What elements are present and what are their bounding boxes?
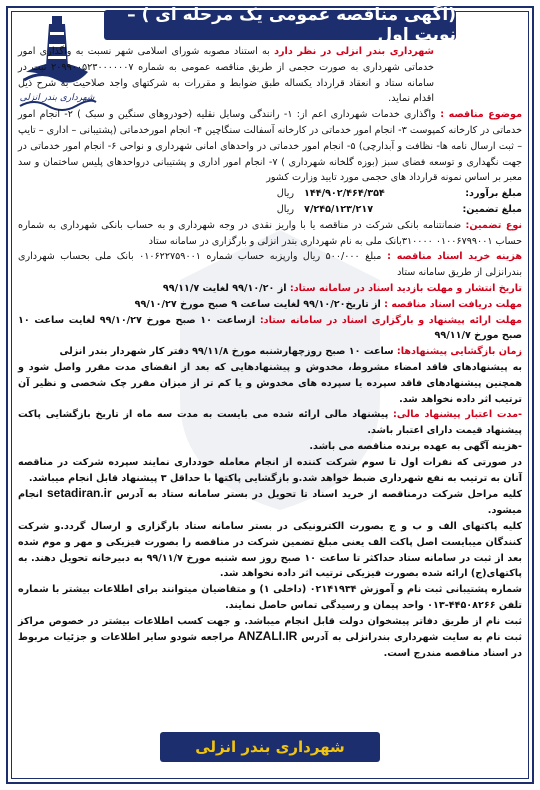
invalid-bids-paragraph: به پیشنهادهای فاقد امضاء مشروط، مخدوش و پیشنهادهایی که بعد از انقضای مدت مقرر واصل شود و همچنین پیشنهادهای فاقد سپرده یا سپرده های مخدوش و یا کم تر از میزان مقرر چک شخصی و نظیر آن ترتیب اثر داده نخواهد شد. xyxy=(18,361,522,405)
notice-body xyxy=(18,44,522,662)
subject-paragraph xyxy=(18,107,522,186)
publish-paragraph xyxy=(18,281,522,297)
estimate-row xyxy=(18,186,522,202)
register-text-pre: ثبت نام از طریق دفاتر پیشخوان دولت قابل انجام میباشد. و جهت کسب اطلاعات بیشتر در خصوص مراکز ثبت نام به سایت شهرداری بندرانزلی به آدرس xyxy=(18,615,522,644)
submit-text: ازساعت ۱۰ صبح مورخ ۹۹/۱۰/۲۷ لغایت ساعت ۱۰ صبح مورخ ۹۹/۱۱/۷ xyxy=(18,314,522,342)
opening-paragraph xyxy=(18,344,522,360)
anzali-link[interactable]: ANZALI.IR xyxy=(238,629,298,644)
opening-text: ساعت ۱۰ صبح روزچهارشنبه مورخ ۹۹/۱۱/۸ دفتر کار شهردار بندر انزلی xyxy=(59,346,394,358)
validity-paragraph xyxy=(18,407,522,439)
guarantee-amount-value: ۷/۲۴۵/۱۲۳/۲۱۷ xyxy=(304,203,374,215)
envelopes-paragraph: کلیه پاکتهای الف و ب و ج بصورت الکترونیکی در بستر سامانه ستاد بارگزاری و ارسال گردد.و شرکت کنندگان میبایست اصل پاکت الف یعنی مبلغ تضمین شرکت در مناقصه را بصورت فیزیکی و مهر و موم شده بعد از ثبت در سامانه ستاد حداکثر تا ساعت ۱۰ صبح روز سه شنبه مورخ ۹۹/۱۱/۷ به دبیرخانه تحویل دهند. به پاکتهای(ج) ارائه شده بصورت فیزیکی ترتیب اثر داده نخواهد شد. xyxy=(18,520,522,580)
guarantee-amount-row xyxy=(18,202,522,218)
forfeit-paragraph: در صورتی که نفرات اول تا سوم شرکت کننده از انجام معامله خودداری نمایند سپرده شرکت در مناقصه آنان به ترتیب به نفع شهرداری ضبط خواهد شد.و بازگشایی پاکتها با حداقل ۳ پیشنهاد قابل انجام میباشد. xyxy=(18,456,522,484)
subject-label: موضوع مناقصه : xyxy=(435,109,523,121)
site-text-pre: کلیه مراحل شرکت درمناقصه از خرید اسناد تا تحویل در بستر سامانه ستاد به آدرس xyxy=(116,489,522,501)
guarantee-type-text: ضمانتنامه بانکی شرکت در مناقصه یا با واریز نقدی در وجه شهرداری و به حساب بانکی شهرداری به شماره حساب ۰۱۰۰۶۷۹۹۰۰۱ ۳۱۰۰۰۰بانک ملی به نام شهرداری بندر انزلی و بارگزاری در سامانه ستاد xyxy=(18,219,522,247)
guarantee-type-label: نوع تضمین: xyxy=(461,219,522,231)
estimate-value: ۱۴۴/۹۰۲/۴۶۴/۳۵۴ xyxy=(304,188,385,200)
publish-label: تاریخ انتشار و مهلت بازدید اسناد در سامانه ستاد: xyxy=(286,282,522,294)
doc-fee-label: هزینه خرید اسناد مناقصه : xyxy=(381,251,522,263)
page-title xyxy=(104,5,456,45)
doc-fee-text: مبلغ ۵۰۰/۰۰۰ ریال وارپزبه حساب شماره ۰۱۰۶۲۲۷۵۹۰۰۱ بانک ملی بحساب شهرداری بندرانزلی از طریق سامانه ستاد xyxy=(18,251,522,279)
submit-paragraph xyxy=(18,313,522,345)
doc-fee-paragraph xyxy=(18,249,522,281)
contact-paragraph: شماره پشتیبانی ثبت نام و آموزش ۰۲۱۴۱۹۳۴ (داخلی ۱) و متقاضیان میتوانند برای اطلاعات بیشتر با شماره تلفن ۴۴۵۰۸۲۶۶-۰۱۳ واحد پیمان و رسیدگی تماس حاصل نمایند. xyxy=(18,584,522,611)
intro-text: به استناد مصوبه شورای اسلامی شهر نسبت به واگذاری امور خدماتی شهرداری به صورت حجمی از طریق مناقصه عمومی به شماره ۲۰۹۹۰۰۵۲۳۰۰۰۰۰۰۷ ثبت در سامانه ستاد و انعقاد قرارداد یکساله طبق ضوابط و مقررات به شرکتهای واجد صلاحیت به شرح ذیل اقدام نماید. xyxy=(18,46,434,105)
intro-highlight: شهرداری بندر انزلی در نظر دارد xyxy=(274,46,434,57)
site-paragraph xyxy=(18,486,522,519)
submit-label: مهلت ارائه پیشنهاد و بارگزاری اسناد در سامانه ستاد: xyxy=(255,314,522,326)
svg-text:شهرداری بندر انزلی: شهرداری بندر انزلی xyxy=(19,93,95,103)
receive-text: از تاریخ۹۹/۱۰/۲۰ لغایت ساعت ۹ صبح مورخ ۹۹/۱۰/۲۷ xyxy=(134,298,381,310)
intro-paragraph xyxy=(18,44,522,107)
register-paragraph xyxy=(18,614,522,662)
validity-text: پیشنهاد مالی ارائه شده می بایست به مدت سه ماه از تاریخ بازگشایی پاکت پیشنهاد قیمت دارای اعتبار باشد. xyxy=(18,409,522,437)
guarantee-amount-label: مبلغ تضمین: xyxy=(462,203,522,215)
setadiran-link[interactable]: setadiran.ir xyxy=(46,486,112,501)
publish-text: از ۹۹/۱۰/۲۰ لغایت ۹۹/۱۱/۷ xyxy=(162,282,287,294)
site-text-post: انجام میشود. xyxy=(18,489,522,517)
guarantee-amount-unit: ریال xyxy=(276,203,294,215)
opening-label: زمان بازگشایی پیشنهادها: xyxy=(393,346,522,358)
footer-text: شهرداری بندر انزلی xyxy=(195,738,345,756)
footer-banner xyxy=(160,732,380,762)
validity-label: -مدت اعتبار پیشنهاد مالی: xyxy=(388,409,522,421)
subject-text: واگذاری خدمات شهرداری اعم از: ۱- رانندگی وسایل نقلیه (خودروهای سنگین و سبک ) ۲- انجام امور خدماتی در کارخانه کمپوست ۳- انجام امور خدماتی در کارخانه آسفالت سنگاچین ۴- انجام امورخدماتی (پشتیبانی – اداری – تایپ – ثبت ارسال نامه ها- نظافت و آبدارچی) ۵- انجام امور خدماتی در واحدهای امانی شهرداری و نواحی ۶- انجام امور خدماتی در جهت نگهداری و توسعه فضای سبز (بوزه گلخانه شهرداری ) ۷- انجام امور اداری و پشتیبانی درواحدهای پلیس ساختمان و سد معبر بر اساس نمونه قرارداد های حجمی مورد تایید وزارت کشور xyxy=(18,109,523,184)
receive-label: مهلت دریافت اسناد مناقصه : xyxy=(380,298,522,310)
cost-paragraph: -هزینه آگهی به عهده برنده مناقصه می باشد. xyxy=(309,440,522,452)
register-text-post: مراجعه شودو سایر اطلاعات و جزئیات مربوط در اسناد مناقصه مندرج است. xyxy=(18,632,522,660)
receive-paragraph xyxy=(18,297,522,313)
estimate-unit: ریال xyxy=(276,188,294,200)
guarantee-type-paragraph xyxy=(18,218,522,250)
title-text: (آگهی مناقصه عمومی یک مرحله ای ) – نوبت اول xyxy=(127,5,456,45)
estimate-label: مبلغ برآورد: xyxy=(465,188,522,200)
